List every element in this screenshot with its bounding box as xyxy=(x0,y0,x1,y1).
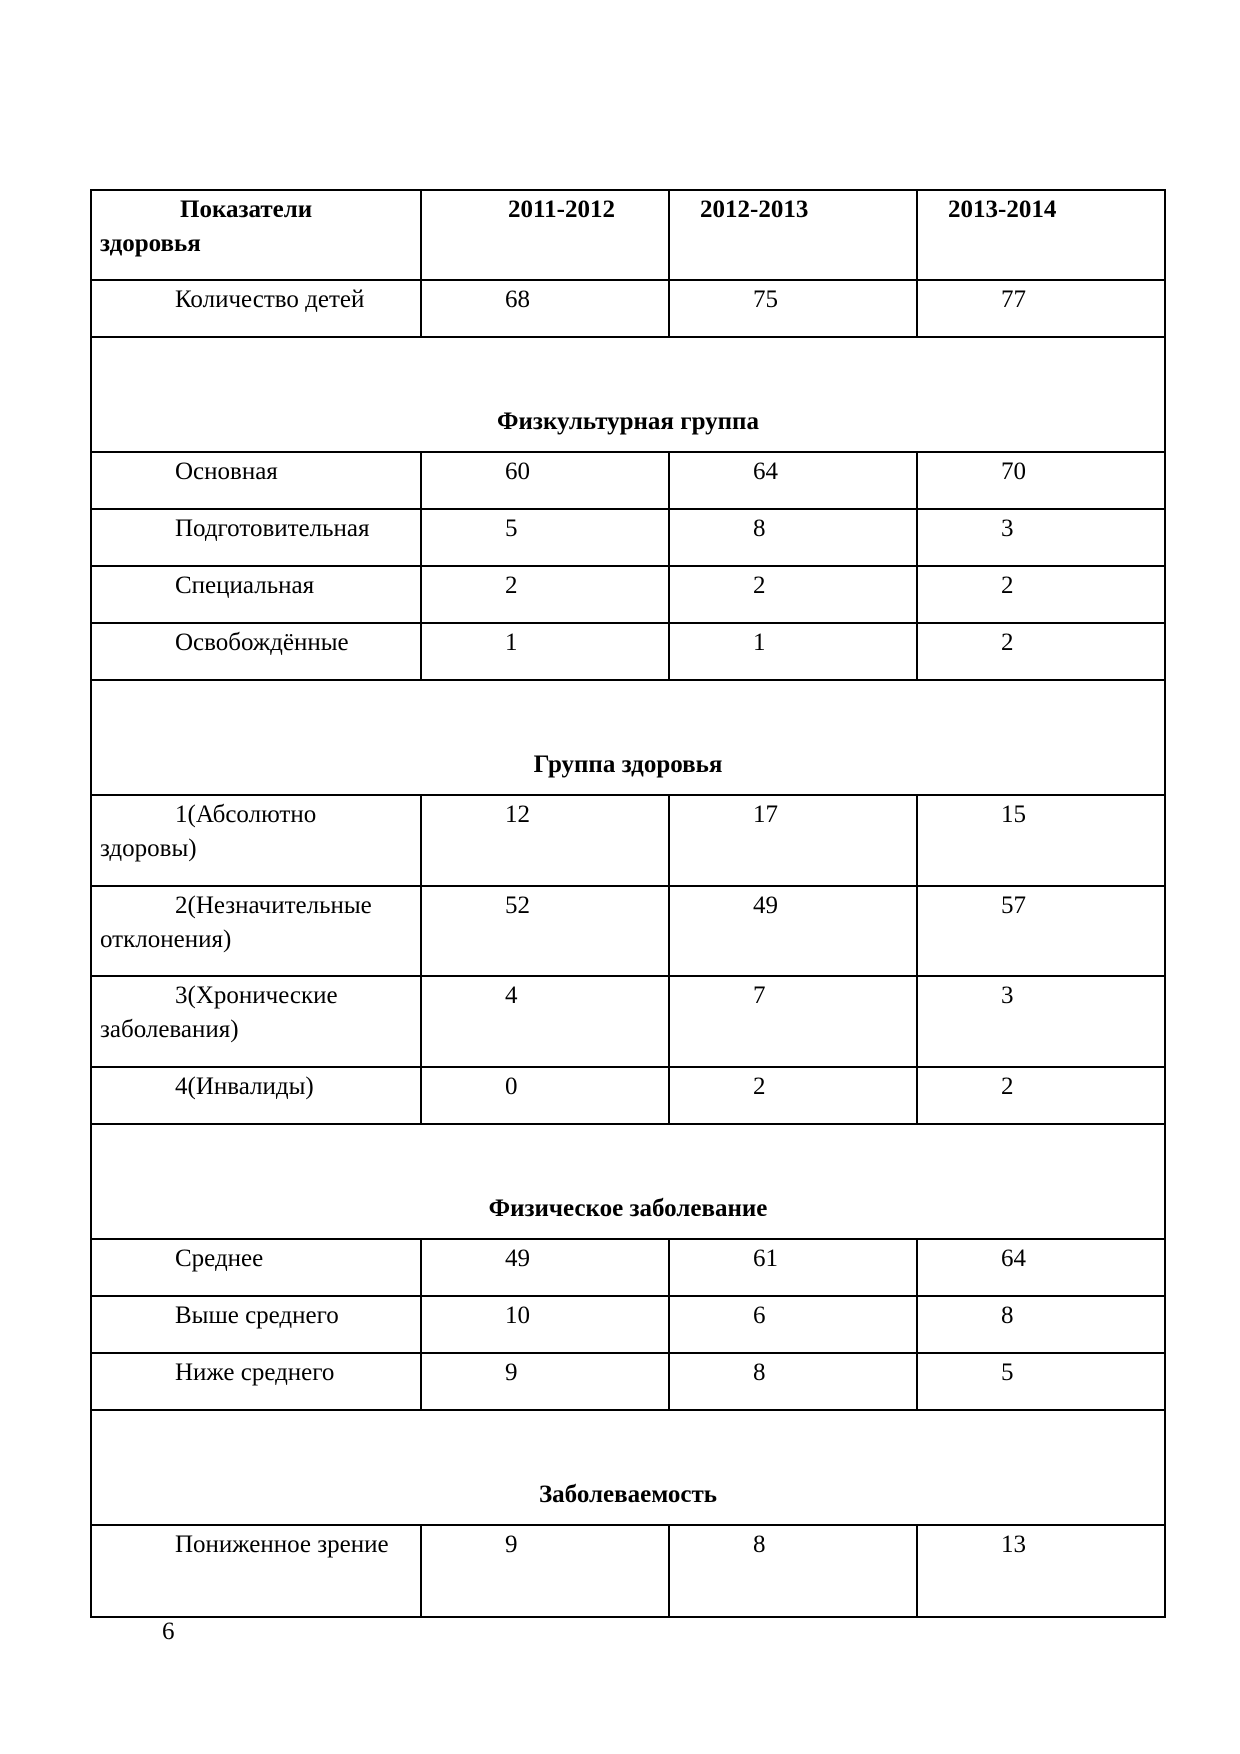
cell-value: 2 xyxy=(669,1067,917,1124)
section-title: Заболеваемость xyxy=(91,1410,1165,1525)
cell-value: 75 xyxy=(669,280,917,337)
cell-value: 57 xyxy=(917,886,1165,976)
cell-value: 4 xyxy=(421,976,669,1067)
row-label: 1(Абсолютно здоровы) xyxy=(91,795,421,886)
cell-value: 10 xyxy=(421,1296,669,1353)
cell-value: 49 xyxy=(421,1239,669,1296)
table-row xyxy=(91,452,1165,509)
cell-value: 8 xyxy=(669,509,917,566)
cell-value: 6 xyxy=(669,1296,917,1353)
cell-value: 68 xyxy=(421,280,669,337)
cell-value: 52 xyxy=(421,886,669,976)
row-label: 4(Инвалиды) xyxy=(91,1067,421,1124)
cell-value: 49 xyxy=(669,886,917,976)
cell-value: 1 xyxy=(669,623,917,680)
cell-value: 9 xyxy=(421,1353,669,1410)
cell-value: 2 xyxy=(917,566,1165,623)
header-row xyxy=(91,190,1165,280)
cell-value: 0 xyxy=(421,1067,669,1124)
cell-value: 2 xyxy=(421,566,669,623)
row-label: Выше среднего xyxy=(91,1296,421,1353)
table-row xyxy=(91,886,1165,976)
row-label: Освобождённые xyxy=(91,623,421,680)
row-label: Основная xyxy=(91,452,421,509)
table-row xyxy=(91,976,1165,1067)
table-row xyxy=(91,280,1165,337)
health-indicators-table xyxy=(90,189,1166,1618)
cell-value: 8 xyxy=(669,1525,917,1617)
row-label: Подготовительная xyxy=(91,509,421,566)
row-label: 3(Хронические заболевания) xyxy=(91,976,421,1067)
cell-value: 70 xyxy=(917,452,1165,509)
cell-value: 64 xyxy=(917,1239,1165,1296)
table-row xyxy=(91,1525,1165,1617)
row-label: Специальная xyxy=(91,566,421,623)
table-row xyxy=(91,795,1165,886)
table-row xyxy=(91,1353,1165,1410)
cell-value: 8 xyxy=(669,1353,917,1410)
header-year: 2012-2013 xyxy=(669,190,917,280)
cell-value: 15 xyxy=(917,795,1165,886)
page-number: 6 xyxy=(162,1618,175,1645)
cell-value: 2 xyxy=(917,1067,1165,1124)
row-label: Ниже среднего xyxy=(91,1353,421,1410)
header-year: 2011-2012 xyxy=(421,190,669,280)
cell-value: 13 xyxy=(917,1525,1165,1617)
cell-value: 3 xyxy=(917,976,1165,1067)
section-row xyxy=(91,1410,1165,1525)
row-label: Среднее xyxy=(91,1239,421,1296)
cell-value: 77 xyxy=(917,280,1165,337)
table-row xyxy=(91,623,1165,680)
cell-value: 7 xyxy=(669,976,917,1067)
table-row xyxy=(91,566,1165,623)
row-label: Количество детей xyxy=(91,280,421,337)
table-row xyxy=(91,509,1165,566)
header-year: 2013-2014 xyxy=(917,190,1165,280)
cell-value: 5 xyxy=(917,1353,1165,1410)
row-label: 2(Незначительные отклонения) xyxy=(91,886,421,976)
section-row xyxy=(91,337,1165,452)
table-row xyxy=(91,1239,1165,1296)
cell-value: 2 xyxy=(917,623,1165,680)
section-row xyxy=(91,1124,1165,1239)
cell-value: 61 xyxy=(669,1239,917,1296)
cell-value: 3 xyxy=(917,509,1165,566)
cell-value: 5 xyxy=(421,509,669,566)
section-row xyxy=(91,680,1165,795)
cell-value: 1 xyxy=(421,623,669,680)
cell-value: 8 xyxy=(917,1296,1165,1353)
table-row xyxy=(91,1067,1165,1124)
cell-value: 17 xyxy=(669,795,917,886)
section-title: Группа здоровья xyxy=(91,680,1165,795)
cell-value: 60 xyxy=(421,452,669,509)
cell-value: 64 xyxy=(669,452,917,509)
section-title: Физическое заболевание xyxy=(91,1124,1165,1239)
row-label: Пониженное зрение xyxy=(91,1525,421,1617)
cell-value: 9 xyxy=(421,1525,669,1617)
cell-value: 2 xyxy=(669,566,917,623)
table-row xyxy=(91,1296,1165,1353)
section-title: Физкультурная группа xyxy=(91,337,1165,452)
cell-value: 12 xyxy=(421,795,669,886)
header-indicator: Показатели здоровья xyxy=(91,190,421,280)
